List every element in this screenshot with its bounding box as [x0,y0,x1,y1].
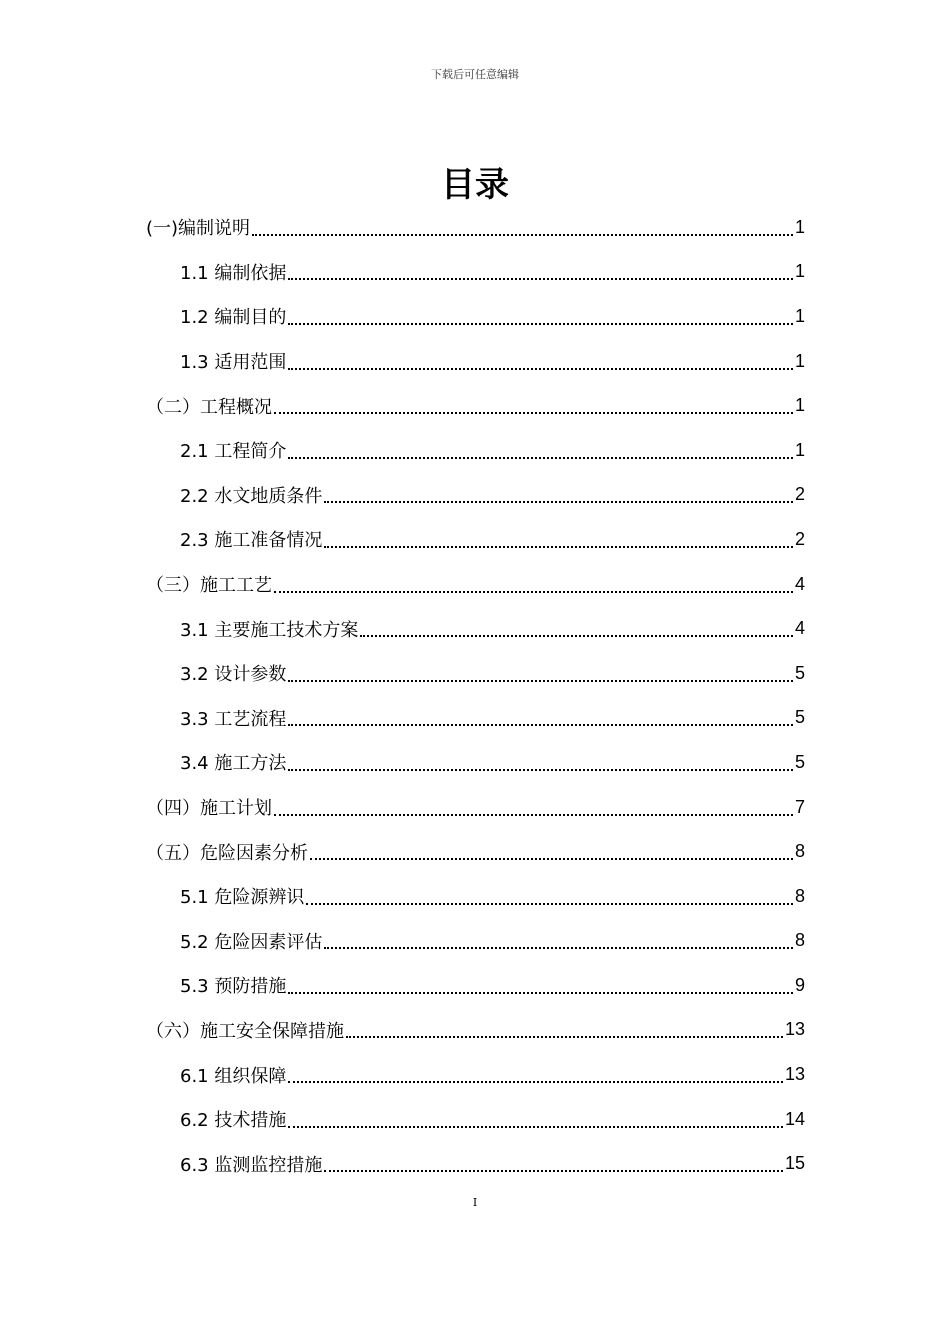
toc-entry-label: （二）工程概况 [146,396,272,418]
toc-entry-page: 7 [794,796,805,817]
toc-entry-page: 1 [794,261,805,282]
toc-dot-leader [288,679,793,682]
toc-entry[interactable] [0,517,950,562]
toc-entry-page: 8 [794,930,805,951]
toc-entry-label: （四）施工计划 [146,798,272,820]
toc-title: 目录 [441,165,509,205]
toc-entry-label: 6.2 技术措施 [180,1110,287,1132]
toc-entry-label: （三）施工工艺 [146,575,272,597]
toc-entry-label: 2.2 水文地质条件 [180,485,323,507]
toc-dot-leader [346,1035,783,1038]
toc-entry[interactable] [0,606,950,651]
toc-dot-leader [274,813,793,816]
toc-dot-leader [288,1125,783,1128]
toc-entry-page: 4 [794,618,805,639]
toc-entry-label: (一)编制说明 [146,218,251,240]
toc-entry-label: 6.3 监测监控措施 [180,1154,323,1176]
toc-entry-page: 5 [794,751,805,772]
toc-entry-page: 13 [784,1064,805,1085]
toc-entry-label: 6.1 组织保障 [180,1065,287,1087]
toc-entry[interactable] [0,1141,950,1186]
toc-entry[interactable] [0,740,950,785]
toc-entry-page: 14 [784,1108,805,1129]
toc-entry-page: 15 [784,1153,805,1174]
page-number-footer: I [472,1196,478,1209]
toc-entry-label: 1.3 适用范围 [180,352,287,374]
toc-dot-leader [288,277,793,280]
toc-entry[interactable] [0,1097,950,1142]
toc-entry[interactable] [0,428,950,473]
toc-dot-leader [274,590,793,593]
toc-entry-label: 2.1 工程简介 [180,441,287,463]
toc-dot-leader [252,233,793,236]
toc-entry[interactable] [0,339,950,384]
toc-entry[interactable] [0,383,950,428]
toc-entry-page: 1 [794,350,805,371]
toc-entry-label: 3.3 工艺流程 [180,708,287,730]
toc-entry-label: 5.1 危险源辨识 [180,887,305,909]
toc-entry[interactable] [0,1008,950,1053]
toc-dot-leader [306,902,793,905]
toc-dot-leader [360,634,793,637]
toc-dot-leader [274,411,793,414]
toc-entry-page: 13 [784,1019,805,1040]
toc-dot-leader [288,991,793,994]
toc-entry-label: 5.2 危险因素评估 [180,931,323,953]
toc-dot-leader [324,946,793,949]
toc-entry-label: 1.2 编制目的 [180,307,287,329]
toc-dot-leader [288,768,793,771]
page-header-note: 下载后可任意编辑 [431,68,519,81]
toc-dot-leader [324,1169,783,1172]
toc-entry-label: （五）危险因素分析 [146,842,308,864]
toc-entry-page: 2 [794,484,805,505]
toc-dot-leader [288,322,793,325]
toc-entry-page: 8 [794,841,805,862]
toc-entry-page: 1 [794,439,805,460]
toc-entry[interactable] [0,473,950,518]
toc-entry-page: 4 [794,573,805,594]
toc-entry[interactable] [0,785,950,830]
toc-entry-page: 2 [794,528,805,549]
toc-entry-label: 1.1 编制依据 [180,262,287,284]
toc-entry-label: 3.1 主要施工技术方案 [180,619,359,641]
toc-entry-page: 5 [794,662,805,683]
toc-entry[interactable] [0,562,950,607]
toc-entry[interactable] [0,651,950,696]
toc-entry-label: 3.4 施工方法 [180,753,287,775]
toc-entry-page: 8 [794,885,805,906]
toc-entry-page: 1 [794,395,805,416]
toc-dot-leader [310,857,793,860]
toc-dot-leader [324,500,793,503]
toc-dot-leader [288,1080,783,1083]
toc-entry[interactable] [0,829,950,874]
toc-dot-leader [324,545,793,548]
toc-entry[interactable] [0,874,950,919]
toc-entry-page: 9 [794,974,805,995]
toc-entry[interactable] [0,963,950,1008]
toc-entry-label: （六）施工安全保障措施 [146,1020,344,1042]
toc-entry[interactable] [0,294,950,339]
toc-entry-page: 5 [794,707,805,728]
toc-list [0,205,950,1186]
toc-entry-label: 3.2 设计参数 [180,664,287,686]
toc-entry[interactable] [0,696,950,741]
toc-entry[interactable] [0,919,950,964]
toc-entry-label: 5.3 预防措施 [180,976,287,998]
toc-entry-page: 1 [794,305,805,326]
toc-entry-label: 2.3 施工准备情况 [180,530,323,552]
toc-dot-leader [288,456,793,459]
toc-entry[interactable] [0,1052,950,1097]
toc-dot-leader [288,723,793,726]
toc-entry[interactable] [0,205,950,250]
toc-entry-page: 1 [794,216,805,237]
toc-entry[interactable] [0,250,950,295]
toc-dot-leader [288,367,793,370]
